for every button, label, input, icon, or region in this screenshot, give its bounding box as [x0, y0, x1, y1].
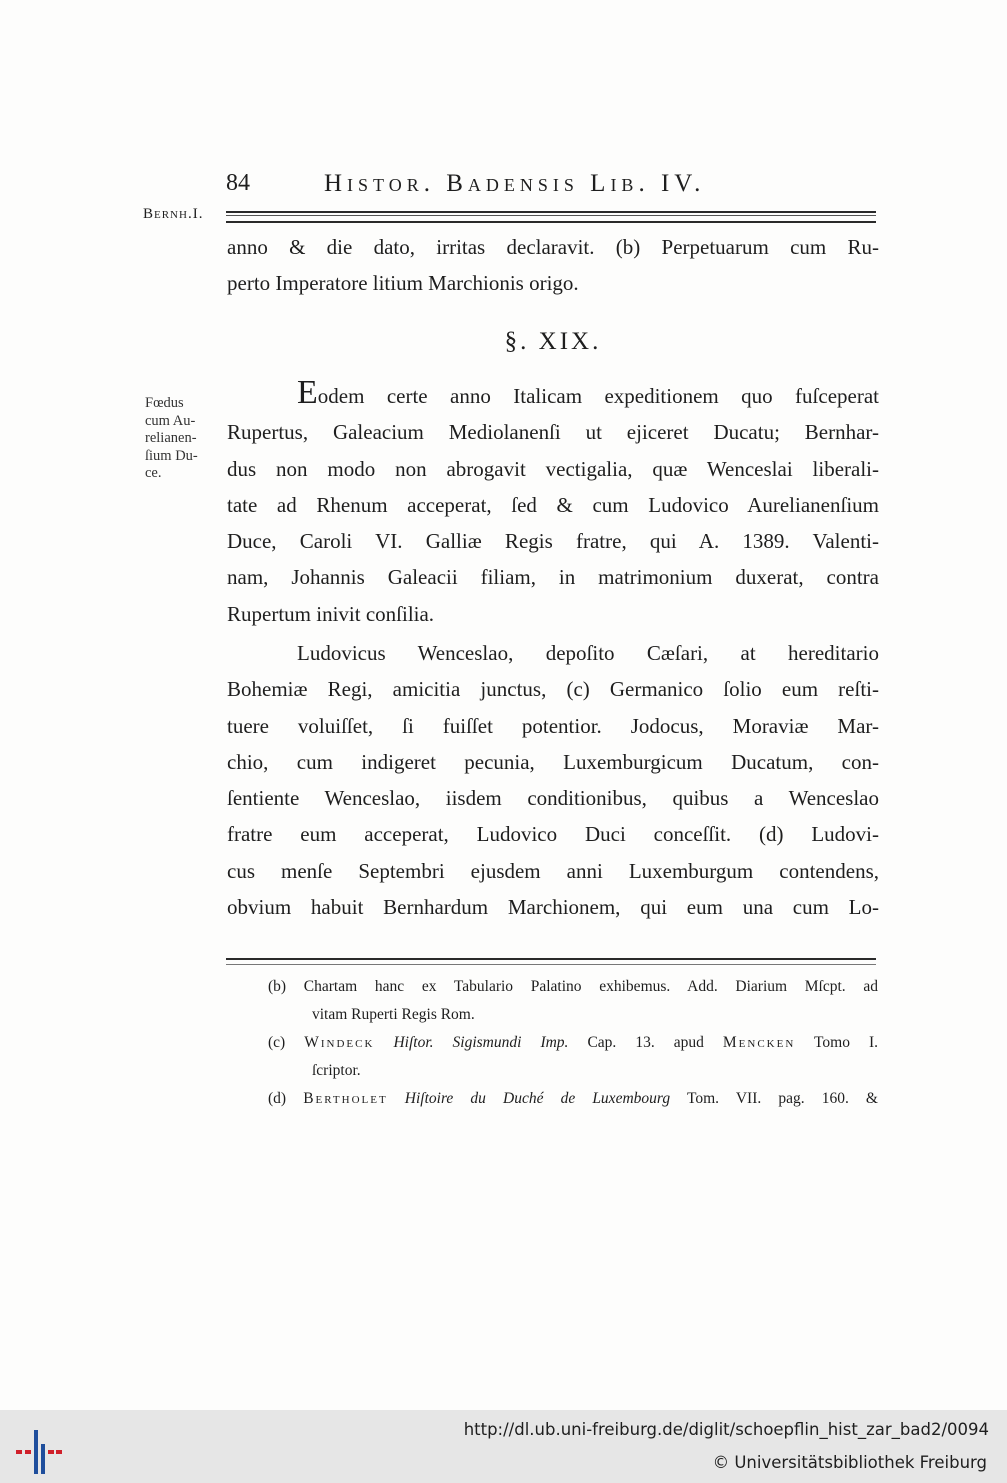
- footnote-author: Mencken: [722, 1034, 796, 1051]
- text-line: ſentiente Wenceslao, iisdem conditionibus, quibus a Wenceslao: [227, 786, 879, 811]
- text-line: Ludovicus Wenceslao, depoſito Cæſari, at hereditario: [297, 641, 879, 665]
- margin-note-line: Fœdus: [145, 395, 184, 411]
- permalink-url[interactable]: http://dl.ub.uni-freiburg.de/diglit/schoepflin_hist_zar_bad2/0094: [463, 1420, 989, 1439]
- text-line: obvium habuit Bernhardum Marchionem, qui eum una cum Lo-: [227, 895, 879, 920]
- text-line: chio, cum indigeret pecunia, Luxemburgicum Ducatum, con-: [227, 749, 879, 774]
- section-heading: §. XIX.: [504, 328, 602, 355]
- text-line: perto Imperatore litium Marchionis origo.: [227, 271, 579, 296]
- margin-note-line: relianen-: [145, 430, 197, 446]
- footnote-author: Bertholet: [303, 1090, 388, 1107]
- text-line: tuere voluiſſet, ſi fuiſſet potentior. Jodocus, Moraviæ Mar-: [227, 713, 879, 738]
- margin-note-line: cum Au-: [145, 412, 196, 429]
- footnote-ref: Tomo I.: [814, 1034, 879, 1051]
- text-line: Rupertum inivit conſilia.: [227, 601, 435, 626]
- footnote-author: Windeck: [304, 1034, 375, 1051]
- text-line: Bohemiæ Regi, amicitia junctus, (c) Germanico ſolio eum reſti-: [227, 677, 879, 702]
- intro-text: [227, 229, 879, 302]
- paragraph-1: [227, 374, 879, 632]
- text-line: fratre eum acceperat, Ludovico Duci conceſſit. (d) Ludovi-: [227, 822, 879, 847]
- footnote-ref: Tom. VII. pag. 160. &: [686, 1090, 878, 1107]
- margin-label: Bernh.I.: [143, 206, 204, 222]
- text-line: Rupertus, Galeacium Mediolanenſi ut ejiceret Ducatu; Bernhar-: [227, 420, 879, 445]
- margin-note-line: ce.: [145, 465, 162, 481]
- page-number: 84: [226, 170, 250, 196]
- footnote-c-continuation: ſcriptor.: [312, 1062, 361, 1079]
- text-line: nam, Johannis Galeacii filiam, in matrimonium duxerat, contra: [227, 565, 879, 590]
- footnote-b-continuation: vitam Ruperti Regis Rom.: [312, 1006, 475, 1023]
- margin-note-line: ſium Du-: [145, 447, 198, 464]
- text-line: Duce, Caroli VI. Galliæ Regis fratre, qui A. 1389. Valenti-: [227, 529, 879, 554]
- first-line: [227, 374, 879, 414]
- paragraph-2: [227, 635, 879, 925]
- footnote-rule: [226, 958, 876, 965]
- footnote-mark: (d): [268, 1090, 287, 1107]
- viewer-footer: [0, 1410, 1007, 1483]
- running-head: [226, 170, 876, 200]
- footnote-mark: (c): [268, 1034, 286, 1051]
- initial-letter: E: [297, 374, 318, 411]
- footnotes: [268, 973, 878, 1113]
- text-line: dus non modo non abrogavit vectigalia, quæ Wenceslai liberali-: [227, 456, 879, 481]
- text-line: cus menſe Septembri ejusdem anni Luxemburgum contendens,: [227, 858, 879, 883]
- first-line-text: odem certe anno Italicam expeditionem quo fuſceperat: [317, 384, 879, 408]
- copyright-notice: © Universitätsbibliothek Freiburg: [712, 1453, 987, 1472]
- text-line: anno & die dato, irritas declaravit. (b) Perpetuarum cum Ru-: [227, 235, 879, 259]
- footnote-b-line: (b) Chartam hanc ex Tabulario Palatino exhibemus. Add. Diarium Mſcpt. ad: [268, 978, 878, 995]
- footnote-work: Hiſtoire du Duché de Luxembourg: [404, 1090, 671, 1107]
- footnote-ref: Cap. 13. apud: [587, 1034, 704, 1051]
- footnote-d-line: [268, 1085, 878, 1113]
- text-line: tate ad Rhenum acceperat, ſed & cum Ludovico Aurelianenſium: [227, 492, 879, 517]
- running-title: Histor. Badensis Lib. IV.: [324, 170, 706, 197]
- footnote-work: Hiſtor. Sigismundi Imp.: [393, 1034, 569, 1051]
- library-logo-icon: [14, 1420, 64, 1476]
- footnote-c-line: [268, 1029, 878, 1057]
- margin-note: [145, 395, 223, 483]
- header-rule: [226, 211, 876, 223]
